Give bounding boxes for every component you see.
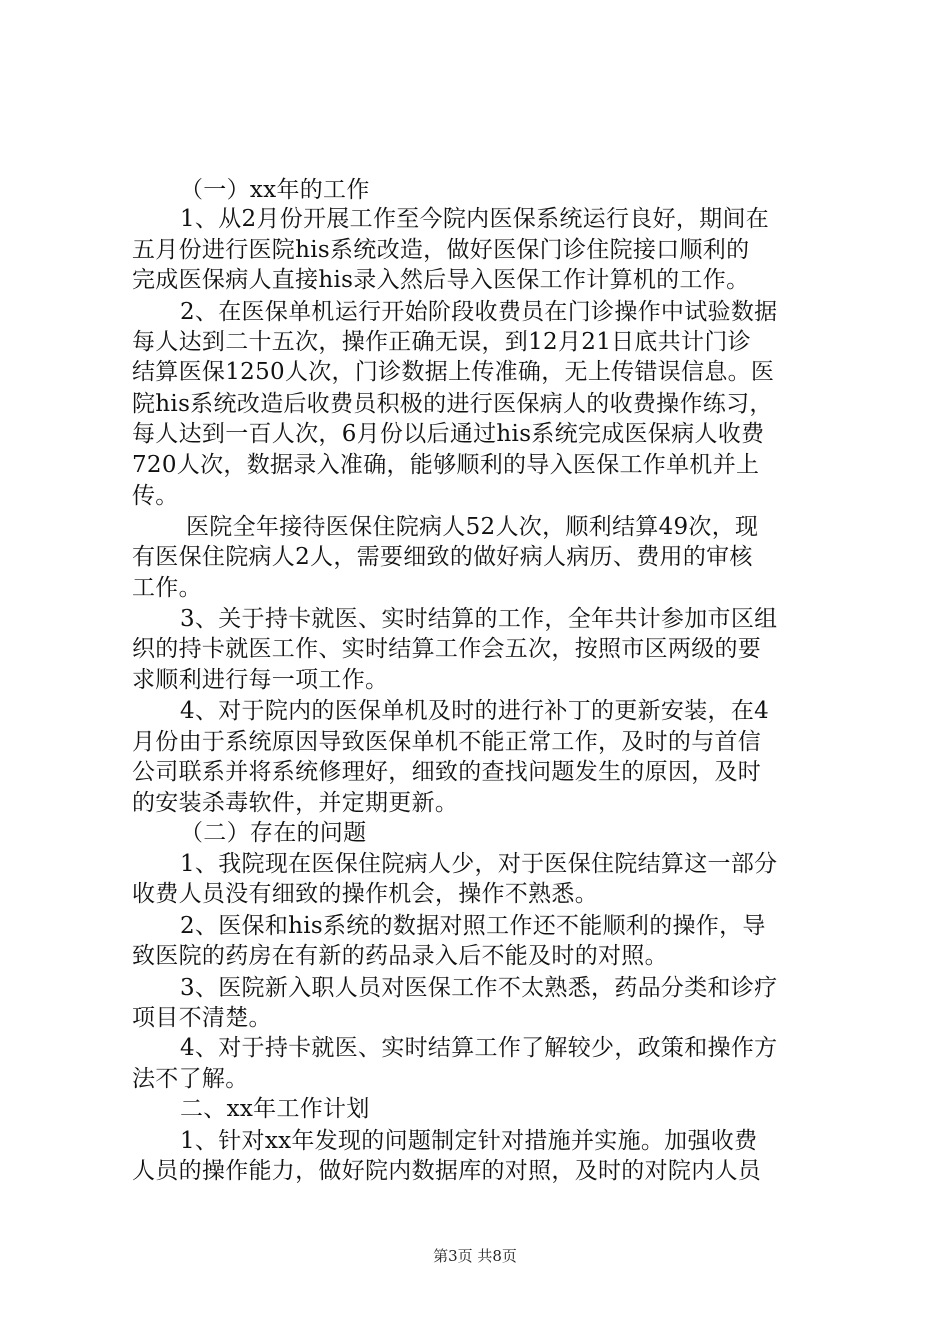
paragraph-line: 织的持卡就医工作、实时结算工作会五次，按照市区两级的要 [132,636,762,662]
paragraph-line: 人员的操作能力，做好院内数据库的对照，及时的对院内人员 [132,1158,762,1184]
section-heading: （二）存在的问题 [180,820,367,846]
paragraph-line: 求顺利进行每一项工作。 [132,667,389,693]
paragraph-line: 的安装杀毒软件，并定期更新。 [132,790,459,816]
section-heading: （一）xx年的工作 [180,177,370,203]
section-heading: 二、xx年工作计划 [180,1096,370,1122]
paragraph-line: 公司联系并将系统修理好，细致的查找问题发生的原因，及时 [132,759,762,785]
paragraph-line: 医院全年接待医保住院病人52人次，顺利结算49次，现 [186,514,759,540]
paragraph-line: 五月份进行医院his系统改造，做好医保门诊住院接口顺利的 [132,237,750,263]
paragraph-line: 法不了解。 [132,1066,249,1092]
paragraph-line: 项目不清楚。 [132,1005,272,1031]
paragraph-line: 3、关于持卡就医、实时结算的工作，全年共计参加市区组 [180,606,778,632]
paragraph-line: 每人达到一百人次，6月份以后通过his系统完成医保病人收费 [132,421,765,447]
paragraph-line: 4、对于院内的医保单机及时的进行补丁的更新安装，在4 [180,698,770,724]
paragraph-line: 1、针对xx年发现的问题制定针对措施并实施。加强收费 [180,1128,758,1154]
paragraph-line: 1、从2月份开展工作至今院内医保系统运行良好，期间在 [180,206,770,232]
paragraph-line: 2、在医保单机运行开始阶段收费员在门诊操作中试验数据 [180,299,778,325]
paragraph-line: 有医保住院病人2人，需要细致的做好病人病历、费用的审核 [132,544,753,570]
paragraph-line: 传。 [132,483,179,509]
paragraph-line: 致医院的药房在有新的药品录入后不能及时的对照。 [132,943,668,969]
paragraph-line: 工作。 [132,575,202,601]
paragraph-line: 月份由于系统原因导致医保单机不能正常工作，及时的与首信 [132,729,762,755]
paragraph-line: 2、医保和his系统的数据对照工作还不能顺利的操作，导 [180,913,766,939]
paragraph-line: 完成医保病人直接his录入然后导入医保工作计算机的工作。 [132,267,750,293]
paragraph-line: 院his系统改造后收费员积极的进行医保病人的收费操作练习， [132,391,773,417]
paragraph-line: 结算医保1250人次，门诊数据上传准确，无上传错误信息。医 [132,359,775,385]
paragraph-line: 720人次，数据录入准确，能够顺利的导入医保工作单机并上 [132,452,760,478]
paragraph-line: 1、我院现在医保住院病人少，对于医保住院结算这一部分 [180,851,778,877]
paragraph-line: 4、对于持卡就医、实时结算工作了解较少，政策和操作方 [180,1035,778,1061]
paragraph-line: 收费人员没有细致的操作机会，操作不熟悉。 [132,881,598,907]
paragraph-line: 每人达到二十五次，操作正确无误，到12月21日底共计门诊 [132,329,751,355]
paragraph-line: 3、医院新入职人员对医保工作不太熟悉，药品分类和诊疗 [180,975,778,1001]
page-footer: 第3页 共8页 [433,1247,517,1265]
